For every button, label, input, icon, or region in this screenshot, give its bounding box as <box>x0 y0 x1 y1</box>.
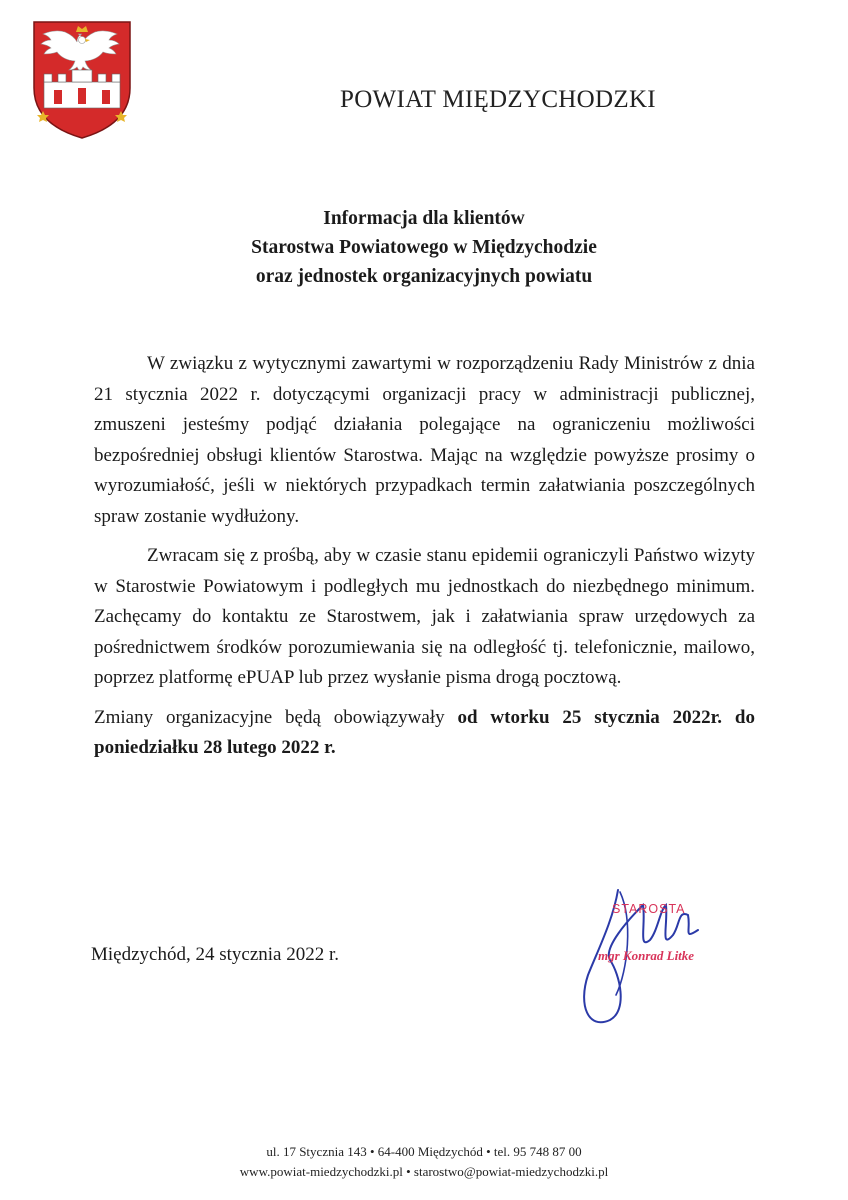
place-and-date: Międzychód, 24 stycznia 2022 r. <box>91 944 340 965</box>
stamp-title: STAROSTA <box>612 902 686 916</box>
paragraph-2: Zwracam się z prośbą, aby w czasie stanu epidemii ograniczyli Państwo wizyty w Starostwie Powiatowym i podległych mu jednostkach do niezbędnego minimum. Zachęcamy do kontaktu ze Starostwem, jak i załatwiania spraw urzędowych za pośrednictwem środków porozumiewania się na odległość tj. telefonicznie, mailowo, poprzez platformę ePUAP lub przez wysłanie pisma drogą pocztową. <box>94 545 755 688</box>
footer-address: ul. 17 Stycznia 143 • 64-400 Międzychód • tel. 95 748 87 00 <box>266 1144 582 1159</box>
title-line-2: Starostwa Powiatowego w Międzychodzie <box>251 237 597 258</box>
paragraph-1: W związku z wytycznymi zawartymi w rozporządzeniu Rady Ministrów z dnia 21 stycznia 2022 r. dotyczącymi organizacji pracy w administracji publicznej, zmuszeni jesteśmy podjąć działania polegające na ograniczeniu możliwości bezpośredniej obsługi klientów Starostwa. Mając na względzie powyższe prosimy o wyrozumiałość, jeśli w niektórych przypadkach termin załatwiania poszczególnych spraw zostanie wydłużony. <box>94 353 755 527</box>
organization-name: POWIAT MIĘDZYCHODZKI <box>340 86 656 113</box>
footer-web: www.powiat-miedzychodzki.pl • starostwo@powiat-miedzychodzki.pl <box>239 1164 609 1179</box>
document-title <box>0 204 848 291</box>
paragraph-3 <box>94 703 755 764</box>
title-line-1: Informacja dla klientów <box>323 208 525 229</box>
title-line-3: oraz jednostek organizacyjnych powiatu <box>255 266 593 287</box>
letter-body <box>94 349 755 764</box>
coat-of-arms-logo <box>30 18 134 140</box>
paragraph-3-lead: Zmiany organizacyjne będą obowiązywały <box>94 706 458 728</box>
paragraph-3-dates: od wtorku 25 stycznia 2022r. do poniedziałku 28 lutego 2022 r. <box>94 706 755 758</box>
stamp-name: mgr Konrad Litke <box>598 948 695 963</box>
footer <box>0 1142 848 1182</box>
